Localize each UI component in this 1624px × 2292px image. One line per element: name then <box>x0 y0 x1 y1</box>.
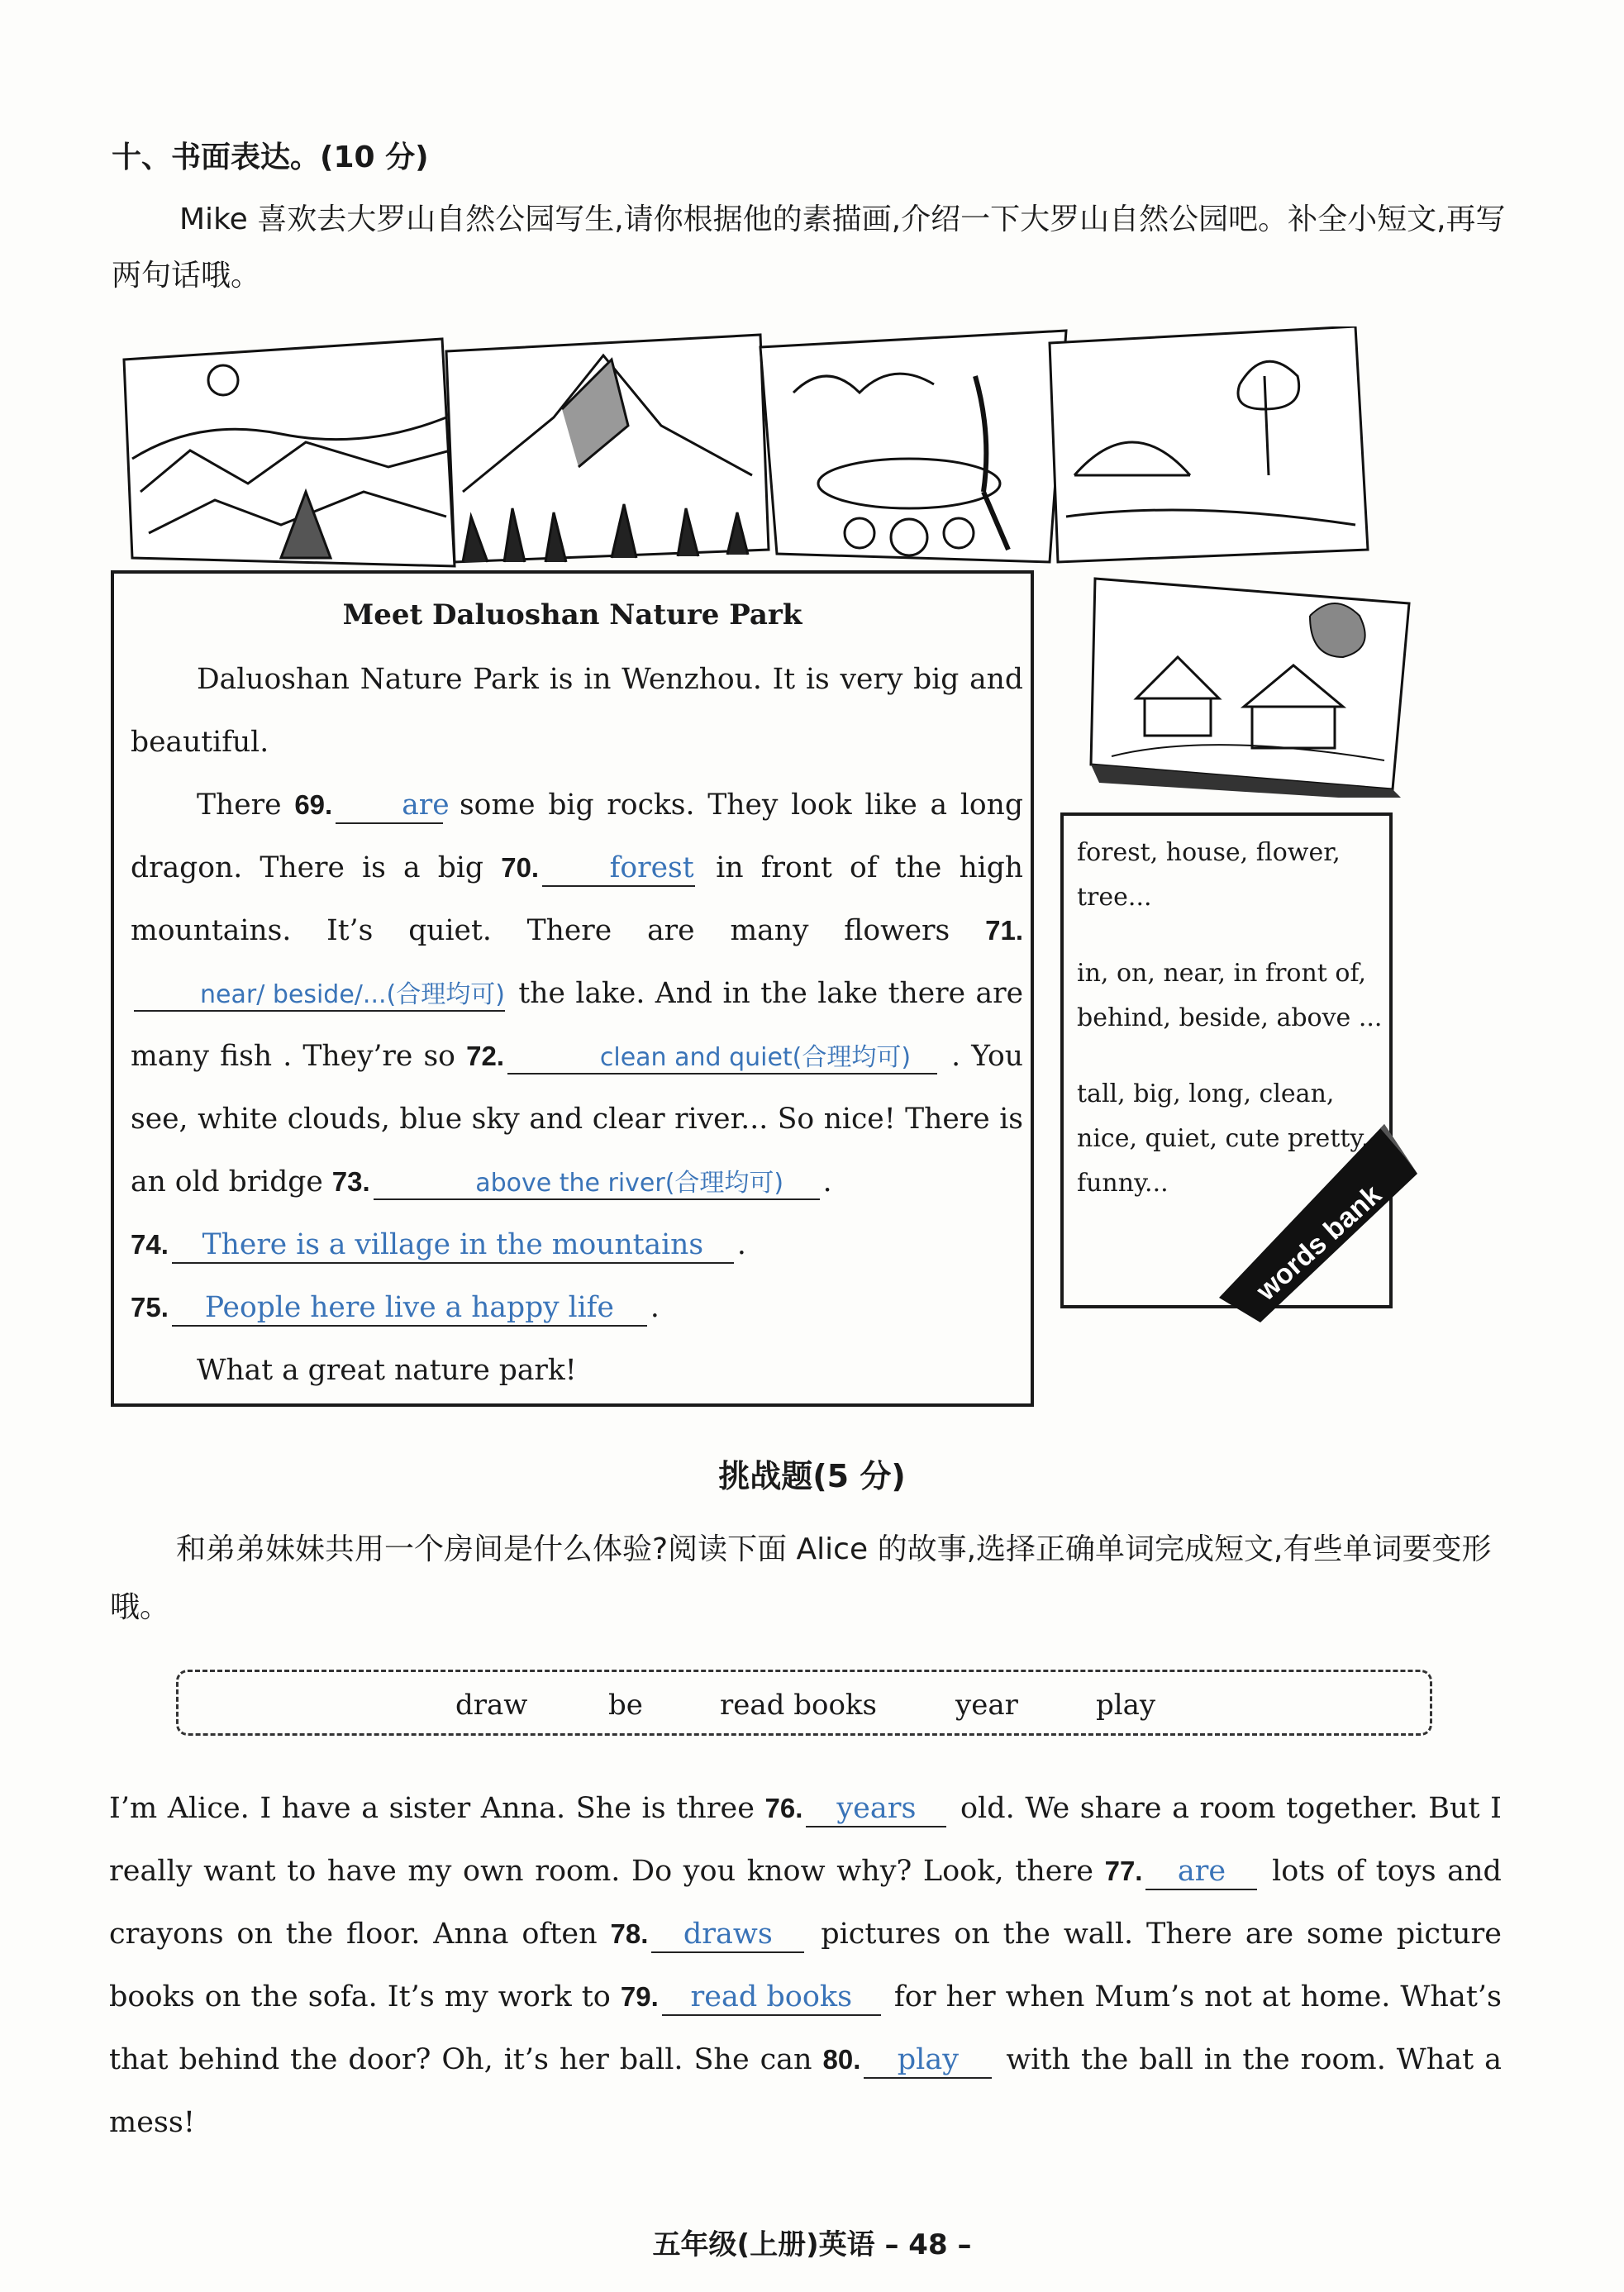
paragraph-intro: Daluoshan Nature Park is in Wenzhou. It is very big and beautiful. <box>131 663 1023 759</box>
line-74 <box>131 1213 1023 1276</box>
text-75-after: . <box>650 1291 660 1324</box>
sketch-rocks <box>124 339 455 566</box>
number-72: 72. <box>466 1041 504 1071</box>
answer-75[interactable]: People here live a happy life <box>172 1291 647 1327</box>
word-option: year <box>955 1689 1018 1722</box>
story-text: old. We share a room together. But I really want to have my own room. Do you know why? Look, there <box>109 1792 1502 1888</box>
closing-line: What a great nature park! <box>197 1354 577 1387</box>
answer-77[interactable]: are <box>1145 1854 1257 1890</box>
number-79: 79. <box>620 1981 659 2012</box>
number-70: 70. <box>501 852 540 883</box>
story-text: pictures on the wall. There are some picture books on the sofa. It’s my work to <box>109 1918 1502 2013</box>
challenge-intro: 和弟弟妹妹共用一个房间是什么体验?阅读下面 Alice 的故事,选择正确单词完成短文,有些单词要变形哦。 <box>110 1532 1492 1624</box>
story-text: I’m Alice. I have a sister Anna. She is three <box>109 1792 755 1825</box>
number-75: 75. <box>131 1292 169 1322</box>
answer-74[interactable]: There is a village in the mountains <box>172 1228 734 1264</box>
story-text: lots of toys and crayons on the floor. Anna often <box>109 1855 1502 1951</box>
answer-78[interactable]: draws <box>651 1917 804 1953</box>
sketch-strip <box>116 326 1372 574</box>
word-option: read books <box>720 1689 877 1722</box>
text-74-after: . <box>736 1228 746 1261</box>
words-bank-ribbon <box>1219 1124 1417 1322</box>
answer-76[interactable]: years <box>806 1791 946 1827</box>
writing-intro: Mike 喜欢去大罗山自然公园写生,请你根据他的素描画,介绍一下大罗山自然公园吧。补全小短文,再写两句话哦。 <box>112 203 1506 293</box>
text-69-after: some big rocks. They look like a long dragon. There is a big <box>131 789 1023 884</box>
number-78: 78. <box>610 1918 649 1949</box>
story-text: with the ball in the room. What a mess! <box>109 2043 1502 2139</box>
words-bank-nouns: forest, house, flower, tree... <box>1077 838 1341 912</box>
number-73: 73. <box>331 1166 370 1197</box>
section-heading: 十、书面表达。(10 分) <box>112 141 429 174</box>
page-footer: 五年级(上册)英语 – 48 – <box>652 2228 972 2261</box>
sketch-lake <box>760 331 1066 562</box>
panel-title: Meet Daluoshan Nature Park <box>342 598 802 631</box>
answer-80[interactable]: play <box>864 2042 992 2079</box>
text-69-before: There <box>197 789 282 822</box>
text-73-after: . <box>822 1165 832 1198</box>
sketch-village <box>1087 566 1417 798</box>
story-paragraph <box>109 1777 1502 2154</box>
number-77: 77. <box>1104 1856 1143 1886</box>
words-bank-label: words bank <box>1250 1179 1388 1307</box>
number-80: 80. <box>822 2044 861 2075</box>
text-70-after: in front of the high mountains. It’s quiet. There are many flowers <box>131 851 1024 947</box>
answer-79[interactable]: read books <box>662 1980 881 2016</box>
answer-70[interactable]: forest <box>542 851 695 887</box>
paragraph-main <box>131 774 1023 1213</box>
words-bank-adjectives: tall, big, long, clean, nice, quiet, cute pretty, funny... <box>1077 1079 1369 1198</box>
word-option: be <box>608 1689 643 1722</box>
number-76: 76. <box>764 1793 803 1823</box>
line-75 <box>131 1276 1023 1339</box>
number-71: 71. <box>985 915 1023 946</box>
answer-69[interactable]: are <box>336 789 443 824</box>
number-69: 69. <box>294 789 333 820</box>
word-option: draw <box>455 1689 528 1722</box>
answer-72[interactable]: clean and quiet(合理均可) <box>507 1043 937 1075</box>
answer-73[interactable]: above the river(合理均可) <box>374 1169 820 1200</box>
sketch-mountains <box>446 335 769 562</box>
challenge-title: 挑战题(5 分) <box>718 1458 906 1494</box>
sketch-bridge <box>1050 326 1368 562</box>
answer-71[interactable]: near/ beside/...(合理均可) <box>134 980 505 1012</box>
words-bank-prepositions: in, on, near, in front of, behind, beside, above ... <box>1077 959 1383 1032</box>
number-74: 74. <box>131 1229 169 1260</box>
text-72-after: . You see, white clouds, blue sky and clear river... So nice! There is an old bridge <box>131 1040 1024 1198</box>
writing-panel <box>111 570 1034 1407</box>
word-option: play <box>1096 1689 1156 1722</box>
challenge-word-box <box>176 1670 1432 1736</box>
text-71-after: the lake. And in the lake there are many fish . They’re so <box>131 977 1024 1073</box>
story-text: for her when Mum’s not at home. What’s that behind the door? Oh, it’s her ball. She can <box>109 1980 1502 2076</box>
